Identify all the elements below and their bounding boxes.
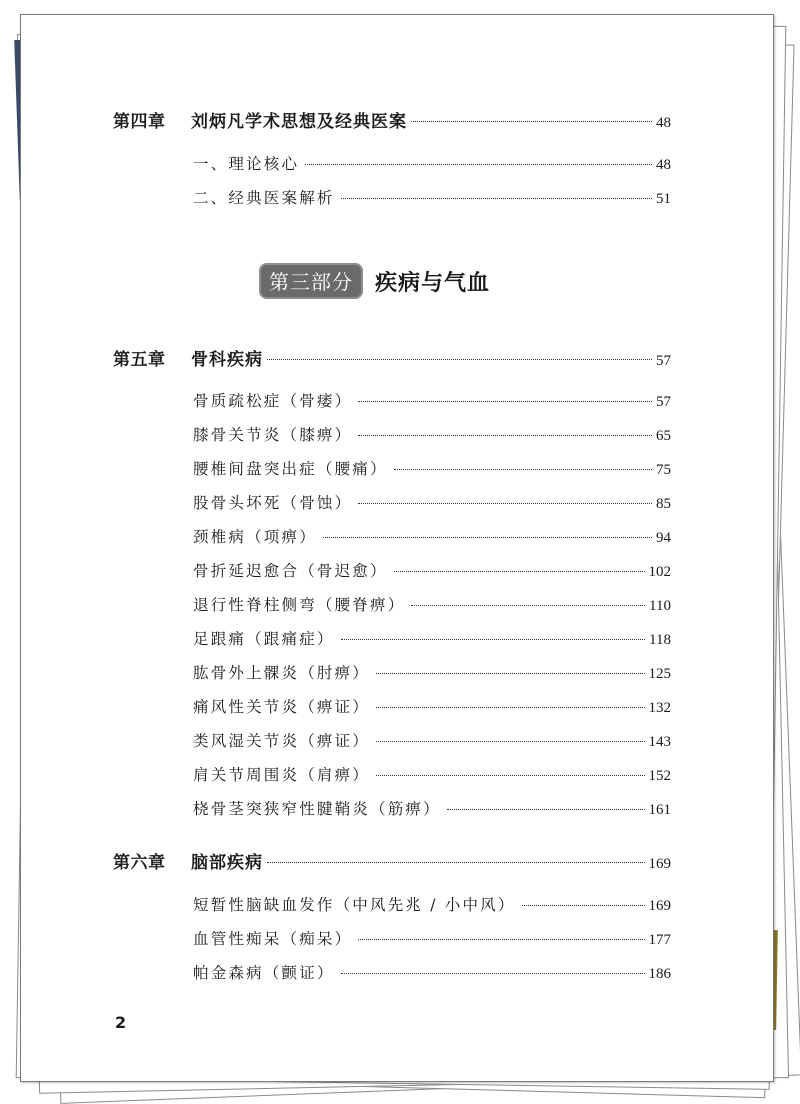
part-badge: 第三部分 (259, 263, 363, 299)
entry-title: 股骨头坏死（骨蚀） (193, 494, 353, 512)
toc-entry[interactable] (193, 525, 671, 547)
page-ref: 169 (648, 856, 671, 872)
page-ref: 102 (648, 564, 671, 580)
toc-chapter-6[interactable] (113, 848, 671, 873)
toc-entry[interactable] (193, 491, 671, 513)
entry-title: 血管性痴呆（痴呆） (193, 930, 353, 948)
dot-leader (267, 359, 652, 360)
dot-leader (376, 707, 644, 708)
entry-title: 桡骨茎突狭窄性腱鞘炎（筋痹） (193, 800, 441, 818)
page-ref: 161 (648, 802, 671, 818)
page-ref: 177 (648, 932, 671, 948)
page-ref: 143 (648, 734, 671, 750)
dot-leader (447, 809, 645, 810)
entry-title: 痛风性关节炎（痹证） (193, 698, 371, 716)
toc-entry[interactable] (193, 627, 671, 649)
dot-leader (411, 121, 652, 122)
page-ref: 94 (656, 530, 671, 546)
dot-leader (411, 605, 645, 606)
entry-title: 类风湿关节炎（痹证） (193, 732, 371, 750)
toc-entry[interactable] (193, 152, 671, 174)
page-ref: 48 (656, 157, 671, 173)
entry-title: 腰椎间盘突出症（腰痛） (193, 460, 388, 478)
toc-page (20, 14, 774, 1082)
part-heading (259, 263, 490, 299)
page-ref: 51 (656, 191, 671, 207)
toc-chapter-4[interactable] (113, 107, 671, 132)
dot-leader (358, 939, 644, 940)
entry-title: 一、理论核心 (193, 155, 300, 173)
dot-leader (358, 503, 652, 504)
dot-leader (305, 164, 652, 165)
toc-chapter-5[interactable] (113, 345, 671, 370)
chapter-label: 第六章 (113, 853, 166, 873)
page-ref: 169 (648, 898, 671, 914)
toc-entry[interactable] (193, 423, 671, 445)
toc-entry[interactable] (193, 893, 671, 915)
page-ref: 85 (656, 496, 671, 512)
dot-leader (267, 862, 645, 863)
part-title: 疾病与气血 (375, 269, 491, 296)
entry-title: 帕金森病（颤证） (193, 964, 335, 982)
page-ref: 132 (648, 700, 671, 716)
toc-entry[interactable] (193, 593, 671, 615)
toc-entry[interactable] (193, 729, 671, 751)
dot-leader (376, 741, 644, 742)
toc-entry[interactable] (193, 763, 671, 785)
entry-title: 颈椎病（项痹） (193, 528, 317, 546)
toc-entry[interactable] (193, 797, 671, 819)
dot-leader (341, 198, 652, 199)
chapter-title: 刘炳凡学术思想及经典医案 (191, 112, 407, 132)
chapter-label: 第五章 (113, 350, 166, 370)
dot-leader (376, 673, 644, 674)
entry-title: 骨质疏松症（骨痿） (193, 392, 353, 410)
dot-leader (376, 775, 644, 776)
page-ref: 110 (649, 598, 671, 614)
toc-entry[interactable] (193, 961, 671, 983)
page-ref: 75 (656, 462, 671, 478)
entry-title: 膝骨关节炎（膝痹） (193, 426, 353, 444)
page-ref: 125 (648, 666, 671, 682)
dot-leader (394, 571, 645, 572)
chapter-title: 脑部疾病 (191, 853, 263, 873)
chapter-title: 骨科疾病 (191, 350, 263, 370)
dot-leader (323, 537, 652, 538)
toc-entry[interactable] (193, 186, 671, 208)
toc-entry[interactable] (193, 457, 671, 479)
toc-entry[interactable] (193, 661, 671, 683)
entry-title: 肱骨外上髁炎（肘痹） (193, 664, 371, 682)
dot-leader (341, 639, 645, 640)
toc-entry[interactable] (193, 389, 671, 411)
entry-title: 肩关节周围炎（肩痹） (193, 766, 371, 784)
toc-entry[interactable] (193, 927, 671, 949)
dot-leader (341, 973, 645, 974)
entry-title: 二、经典医案解析 (193, 189, 335, 207)
chapter-label: 第四章 (113, 112, 166, 132)
page-ref: 152 (648, 768, 671, 784)
page-number: 2 (115, 1013, 127, 1032)
entry-title: 退行性脊柱侧弯（腰脊痹） (193, 596, 406, 614)
toc-entry[interactable] (193, 559, 671, 581)
page-ref: 57 (656, 353, 671, 369)
dot-leader (358, 435, 652, 436)
entry-title: 骨折延迟愈合（骨迟愈） (193, 562, 388, 580)
toc-entry[interactable] (193, 695, 671, 717)
entry-title: 短暂性脑缺血发作（中风先兆 / 小中风） (193, 896, 516, 914)
dot-leader (522, 905, 645, 906)
page-ref: 48 (656, 115, 671, 131)
page-ref: 57 (656, 394, 671, 410)
dot-leader (358, 401, 652, 402)
page-ref: 186 (648, 966, 671, 982)
page-ref: 118 (649, 632, 671, 648)
entry-title: 足跟痛（跟痛症） (193, 630, 335, 648)
page-ref: 65 (656, 428, 671, 444)
dot-leader (394, 469, 652, 470)
